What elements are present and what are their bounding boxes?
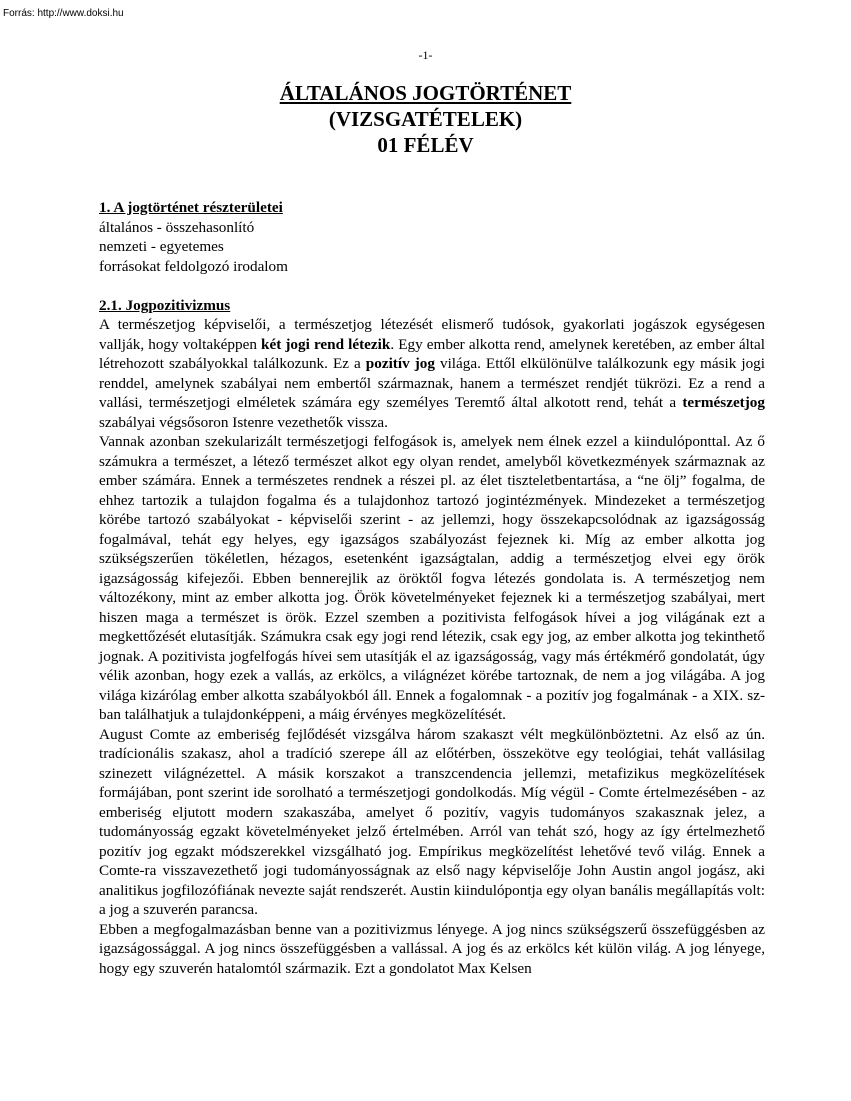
paragraph-1-text-e: szabályai végsősoron Istenre vezethetők vissza. <box>99 413 388 431</box>
section-2-heading: 2.1. Jogpozitivizmus <box>99 296 231 314</box>
list-item: nemzeti - egyetemes <box>99 238 224 255</box>
bold-term-termeszetjog: természetjog <box>682 394 765 411</box>
paragraph-4: Ebben a megfogalmazásban benne van a pozitivizmus lényege. A jog nincs szükségszerű összefüggésben az igazságossággal. A jog nincs összefüggésben a vallással. A jog és az erkölcs két külön világ. A jog lényege, hogy egy szuverén hatalomtól származik. Ezt a gondolatot Max Kelsen <box>99 920 765 977</box>
bold-term-pozitiv-jog: pozitív jog <box>365 355 435 372</box>
list-item: általános - összehasonlító <box>99 218 255 236</box>
title-line-3: 01 FÉLÉV <box>377 133 474 157</box>
page-number: -1- <box>418 48 433 62</box>
spacer <box>99 276 765 296</box>
paragraph-2: Vannak azonban szekularizált természetjogi felfogások is, amelyek nem élnek ezzel a kiindulóponttal. Az ő számukra a természet, a létező természet alkot egy olyan rendet, amelyből következmények származnak az ember számára. Ennek a természetes rendnek a részei pl. az élet tiszteletbentartása, a “ne ölj” fogalma, de ehhez tartozik a tulajdon fogalma és a tulajdonhoz tartozó jogintézmények. Mindezeket a természetjog körébe tartozó szabályokat - képviselői szerint - az jellemzi, hogy összekapcsolódnak az igazságosság fogalmával, tehát egy helyes, egy igazságos szabályozást fejeznek ki. Míg az ember alkotta jog szükségszerűen tökéletlen, hézagos, esetenként igazságtalan, addig a természetjog elvei egy örök igazságosság kifejezői. Ebben bennerejlik az öröktől fogva létezés gondolata is. A természetjog nem változékony, mint az ember alkotta jog. Örök követelményeket fejeznek ki a természetjog szabályai, mert hiszen maga a természet is örök. Ezzel szemben a pozitivista felfogások hívei a jog világának ezt a megkettőzését elutasítják. Számukra csak egy jogi rend létezik, csak egy jog, az ember alkotta jog tekinthető jognak. A pozitivista jogfelfogás hívei sem utasítják el az igazságosság, vagy más értékmérő gondolatát, úgy vélik azonban, hogy ezek a vallás, az erkölcs, a világnézet körébe tartoznak, de nem a jog világába. A jog világa kizárólag ember alkotta szabályokból áll. Ennek a fogalomnak - a pozitív jog fogalmának - a XIX. sz-ban találhatjuk a tulajdonképpeni, a máig érvényes megközelítését. <box>99 433 765 723</box>
title-line-2: (VIZSGATÉTELEK) <box>328 107 523 131</box>
paragraph-1-text-d: világa. Ettől elkülönülve találkozunk egy másik jogi renddel, amelynek szabályai nem embertől származnak, hanem a természet rendjét tükrözi. Ez a rend a vallási, természetjogi elméletek számára egy személyes Teremtő által alkotott rend, tehát a <box>99 355 765 411</box>
source-note: Forrás: http://www.doksi.hu <box>3 8 124 19</box>
paragraph-1-text-a: A természetjog képviselői, a természetjog létezését elismerő tudósok, gyakorlati jogászok egységesen vallják, hogy voltaképpen <box>99 316 765 353</box>
document-body <box>99 198 765 978</box>
paragraph-1-text-c: . Egy ember alkotta rend, amelynek keretében, az ember által létrehozott szabályokkal találkozunk. Ez a <box>99 335 765 372</box>
list-item: forrásokat feldolgozó irodalom <box>99 257 288 275</box>
bold-term-ket-jogi-rend: két jogi rend létezik <box>261 335 391 353</box>
paragraph-1 <box>99 315 765 432</box>
title-line-1: ÁLTALÁNOS JOGTÖRTÉNET <box>279 81 572 105</box>
document-title <box>0 80 851 158</box>
section-1-heading: 1. A jogtörténet részterületei <box>99 199 283 216</box>
paragraph-3: August Comte az emberiség fejlődését vizsgálva három szakaszt vélt megkülönböztetni. Az első az ún. tradícionális szakasz, ahol a tradíció szerepe áll az előtérben, összekötve egy teológiai, tehát vallásilag szinezett világnézettel. A másik korszakot a transzcendencia jellemzi, metafizikus megközelítések formájában, pont szerint ide sorolható a természetjogi gondolkodás. Míg végül - Comte értelmezésében - az emberiség eljutott modern szakaszába, amelyet ő pozitív, vagyis tudományos szakasznak jelez, a tudományosság egzakt követelményeket jelző értelmében. Arról van tehát szó, hogy az így értelmezhető pozitív jog egzakt módszerekkel vizsgálható jog. Empírikus megközelítést lehetővé tevő világ. Ennek a Comte-ra visszavezethető jogi tudományosságnak az első nagy képviselője John Austin angol jogász, aki analitikus jogfilozófiának nevezte saját rendszerét. Austin kiindulópontja egy olyan banális megállapítás volt: a jog a szuverén parancsa. <box>99 725 765 918</box>
